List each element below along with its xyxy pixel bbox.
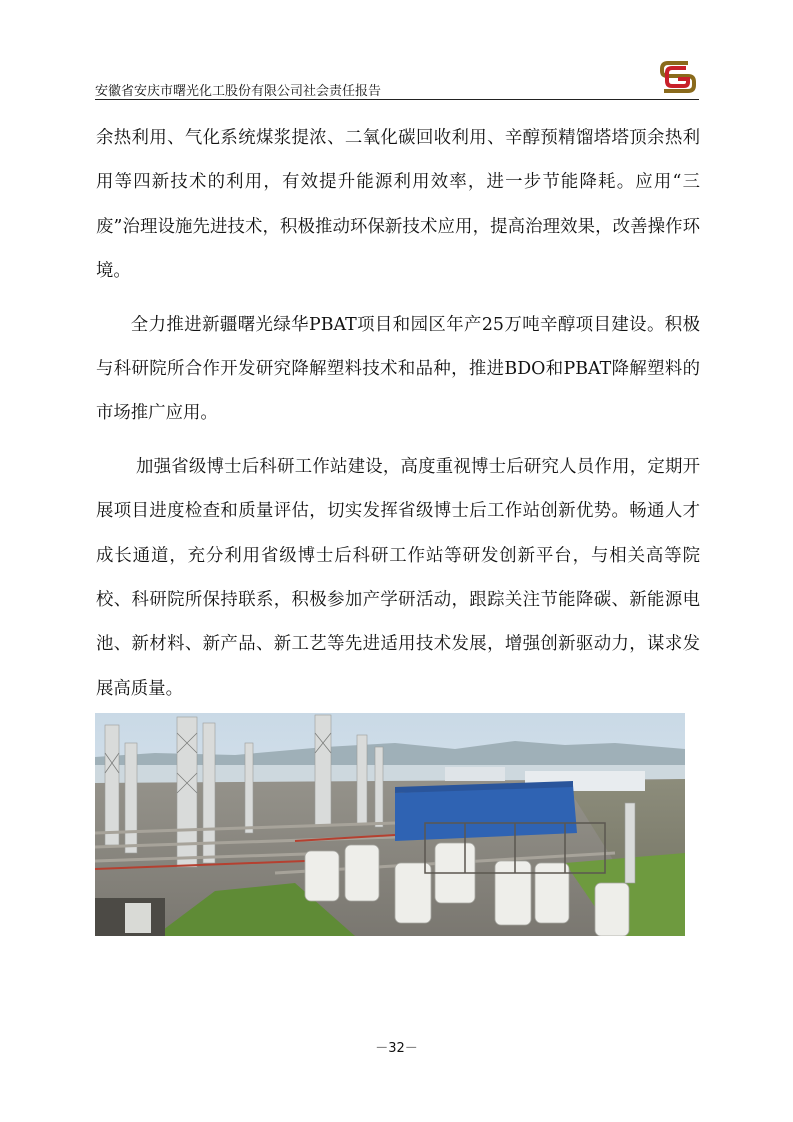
chemical-plant-photo <box>95 713 685 936</box>
paragraph-pbat-project: 全力推进新疆曙光绿华PBAT项目和园区年产25万吨辛醇项目建设。积极与科研院所合作开发研究降解塑料技术和品种，推进BDO和PBAT降解塑料的市场推广应用。 <box>96 314 700 424</box>
body-text <box>96 116 700 720</box>
company-logo-icon <box>658 57 698 97</box>
paragraph-postdoc-station: 加强省级博士后科研工作站建设，高度重视博士后研究人员作用，定期开展项目进度检查和质量评估，切实发挥省级博士后工作站创新优势。畅通人才成长通道，充分利用省级博士后科研工作站等研发创新平台，与相关高等院校、科研院所保持联系，积极参加产学研活动，跟踪关注节能降碳、新能源电池、新材料、新产品、新工艺等先进适用技术发展，增强创新驱动力，谋求发展高质量。 <box>96 456 700 699</box>
header-rule <box>95 99 699 100</box>
report-header-title: 安徽省安庆市曙光化工股份有限公司社会责任报告 <box>95 84 382 99</box>
paragraph-energy-tech: 余热利用、气化系统煤浆提浓、二氧化碳回收利用、辛醇预精馏塔塔顶余热利用等四新技术的利用，有效提升能源利用效率，进一步节能降耗。应用“三废”治理设施先进技术，积极推动环保新技术应用，提高治理效果，改善操作环境。 <box>96 128 700 282</box>
page-number: －32－ <box>375 1041 418 1056</box>
